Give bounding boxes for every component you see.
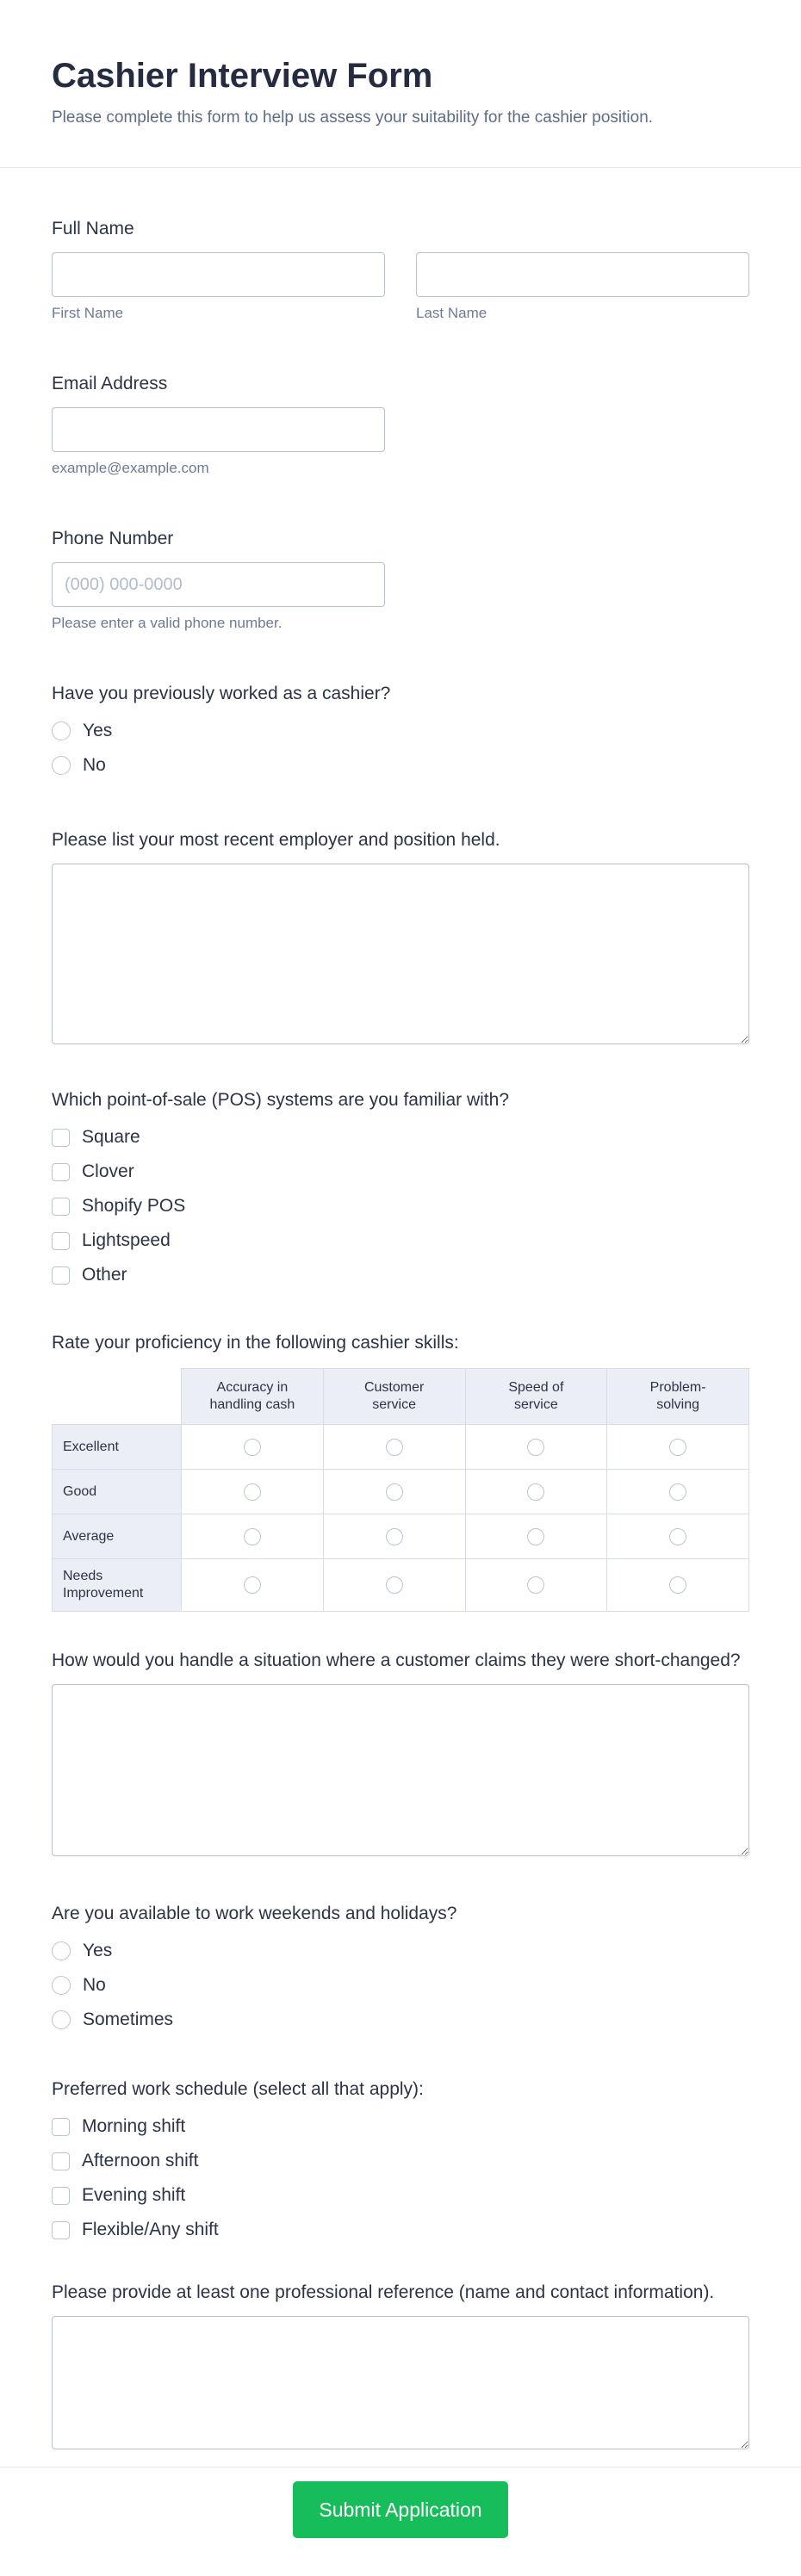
checkbox-option[interactable] — [52, 1155, 749, 1189]
weekends-options — [52, 1934, 749, 2037]
skills-matrix-field — [52, 1330, 749, 1612]
email-input[interactable] — [52, 407, 385, 452]
matrix-radio-icon[interactable] — [669, 1439, 686, 1456]
checkbox-icon[interactable] — [52, 2221, 70, 2239]
full-name-inputs — [52, 252, 749, 297]
checkbox-icon[interactable] — [52, 1129, 70, 1147]
matrix-radio-icon[interactable] — [669, 1576, 686, 1594]
matrix-radio-icon[interactable] — [527, 1483, 544, 1501]
full-name-field — [52, 216, 749, 323]
matrix-cell[interactable] — [182, 1514, 324, 1559]
matrix-cell[interactable] — [465, 1425, 607, 1470]
first-name-input[interactable] — [52, 252, 385, 297]
option-label: No — [83, 755, 106, 775]
matrix-radio-icon[interactable] — [386, 1576, 403, 1594]
matrix-radio-icon[interactable] — [386, 1528, 403, 1545]
checkbox-option[interactable] — [52, 1189, 749, 1223]
matrix-column-header: Speed of service — [465, 1369, 607, 1425]
matrix-cell[interactable] — [607, 1514, 749, 1559]
reference-textarea[interactable] — [52, 2316, 749, 2449]
matrix-cell[interactable] — [182, 1470, 324, 1514]
radio-option[interactable] — [52, 714, 749, 748]
checkbox-option[interactable] — [52, 2213, 749, 2247]
radio-icon[interactable] — [52, 1941, 71, 1960]
matrix-corner-cell — [53, 1369, 182, 1425]
matrix-row-label: Good — [53, 1470, 182, 1514]
checkbox-icon[interactable] — [52, 1232, 70, 1250]
last-name-input[interactable] — [416, 252, 749, 297]
radio-option[interactable] — [52, 1934, 749, 1968]
matrix-radio-icon[interactable] — [669, 1483, 686, 1501]
matrix-cell[interactable] — [323, 1425, 465, 1470]
matrix-cell[interactable] — [607, 1559, 749, 1612]
previous-cashier-label: Have you previously worked as a cashier? — [52, 684, 391, 703]
schedule-field — [52, 2077, 749, 2247]
matrix-row-label: Excellent — [53, 1425, 182, 1470]
checkbox-icon[interactable] — [52, 2152, 70, 2170]
matrix-radio-icon[interactable] — [244, 1483, 261, 1501]
weekends-field — [52, 1901, 749, 2037]
checkbox-icon[interactable] — [52, 2187, 70, 2205]
last-name-sublabel: Last Name — [416, 305, 487, 321]
full-name-label: Full Name — [52, 219, 134, 238]
matrix-cell[interactable] — [607, 1425, 749, 1470]
matrix-cell[interactable] — [182, 1425, 324, 1470]
email-label: Email Address — [52, 374, 168, 393]
matrix-radio-icon[interactable] — [244, 1528, 261, 1545]
option-label: Morning shift — [82, 2116, 186, 2136]
short-changed-label: How would you handle a situation where a customer claims they were short-changed? — [52, 1650, 741, 1670]
recent-employer-textarea[interactable] — [52, 864, 749, 1044]
matrix-radio-icon[interactable] — [527, 1439, 544, 1456]
phone-input[interactable] — [52, 562, 385, 607]
checkbox-icon[interactable] — [52, 1266, 70, 1285]
matrix-cell[interactable] — [465, 1559, 607, 1612]
page-title: Cashier Interview Form — [52, 57, 433, 95]
recent-employer-label: Please list your most recent employer and position held. — [52, 830, 500, 850]
radio-option[interactable] — [52, 1968, 749, 2003]
option-label: No — [83, 1975, 106, 1995]
checkbox-icon[interactable] — [52, 2118, 70, 2136]
option-label: Lightspeed — [82, 1230, 171, 1250]
matrix-cell[interactable] — [323, 1470, 465, 1514]
option-label: Flexible/Any shift — [82, 2220, 219, 2239]
form-body — [0, 216, 801, 2449]
submit-section — [0, 2467, 801, 2538]
radio-icon[interactable] — [52, 721, 71, 740]
checkbox-option[interactable] — [52, 1258, 749, 1292]
radio-icon[interactable] — [52, 756, 71, 775]
phone-label: Phone Number — [52, 529, 174, 548]
checkbox-option[interactable] — [52, 2109, 749, 2144]
previous-cashier-options — [52, 714, 749, 783]
radio-icon[interactable] — [52, 2010, 71, 2029]
matrix-cell[interactable] — [182, 1559, 324, 1612]
matrix-radio-icon[interactable] — [386, 1483, 403, 1501]
option-label: Yes — [83, 1941, 113, 1960]
phone-field — [52, 526, 749, 633]
schedule-label: Preferred work schedule (select all that apply): — [52, 2079, 424, 2099]
matrix-radio-icon[interactable] — [527, 1528, 544, 1545]
option-label: Square — [82, 1127, 140, 1147]
pos-systems-options — [52, 1120, 749, 1292]
radio-option[interactable] — [52, 2003, 749, 2037]
option-label: Other — [82, 1265, 127, 1285]
option-label: Yes — [83, 721, 113, 740]
weekends-label: Are you available to work weekends and holidays? — [52, 1904, 457, 1923]
matrix-column-header: Accuracy in handling cash — [182, 1369, 324, 1425]
checkbox-icon[interactable] — [52, 1163, 70, 1181]
email-field — [52, 371, 749, 478]
matrix-column-header: Problem-solving — [607, 1369, 749, 1425]
first-name-sublabel: First Name — [52, 305, 124, 321]
matrix-radio-icon[interactable] — [244, 1576, 261, 1594]
option-label: Evening shift — [82, 2185, 186, 2205]
short-changed-textarea[interactable] — [52, 1684, 749, 1856]
pos-systems-field — [52, 1087, 749, 1292]
radio-icon[interactable] — [52, 1976, 71, 1995]
matrix-cell[interactable] — [465, 1514, 607, 1559]
checkbox-option[interactable] — [52, 2178, 749, 2213]
submit-button[interactable]: Submit Application — [293, 2481, 507, 2538]
matrix-cell[interactable] — [323, 1559, 465, 1612]
form-header — [0, 0, 801, 168]
matrix-row-label: Average — [53, 1514, 182, 1559]
checkbox-option[interactable] — [52, 1120, 749, 1155]
email-sublabel: example@example.com — [52, 460, 209, 476]
full-name-sublabels — [52, 304, 749, 323]
checkbox-icon[interactable] — [52, 1198, 70, 1216]
matrix-cell[interactable] — [607, 1470, 749, 1514]
option-label: Sometimes — [83, 2009, 174, 2029]
form-subtitle: Please complete this form to help us assess your suitability for the cashier position. — [52, 108, 654, 127]
option-label: Shopify POS — [82, 1196, 186, 1216]
skills-matrix-label: Rate your proficiency in the following cashier skills: — [52, 1333, 459, 1353]
matrix-row-label: Needs Improvement — [53, 1559, 182, 1612]
schedule-options — [52, 2109, 749, 2247]
option-label: Clover — [82, 1161, 134, 1181]
checkbox-option[interactable] — [52, 1223, 749, 1258]
reference-field — [52, 2280, 749, 2449]
recent-employer-field — [52, 827, 749, 1044]
option-label: Afternoon shift — [82, 2151, 199, 2170]
skills-matrix-table — [52, 1368, 749, 1612]
matrix-column-header: Customer service — [323, 1369, 465, 1425]
matrix-radio-icon[interactable] — [527, 1576, 544, 1594]
matrix-cell[interactable] — [465, 1470, 607, 1514]
short-changed-field — [52, 1648, 749, 1856]
matrix-cell[interactable] — [323, 1514, 465, 1559]
reference-label: Please provide at least one professional reference (name and contact information). — [52, 2282, 715, 2302]
phone-sublabel: Please enter a valid phone number. — [52, 615, 283, 631]
matrix-radio-icon[interactable] — [244, 1439, 261, 1456]
matrix-radio-icon[interactable] — [386, 1439, 403, 1456]
radio-option[interactable] — [52, 748, 749, 783]
matrix-radio-icon[interactable] — [669, 1528, 686, 1545]
previous-cashier-field — [52, 681, 749, 783]
pos-systems-label: Which point-of-sale (POS) systems are you familiar with? — [52, 1090, 509, 1110]
checkbox-option[interactable] — [52, 2144, 749, 2178]
